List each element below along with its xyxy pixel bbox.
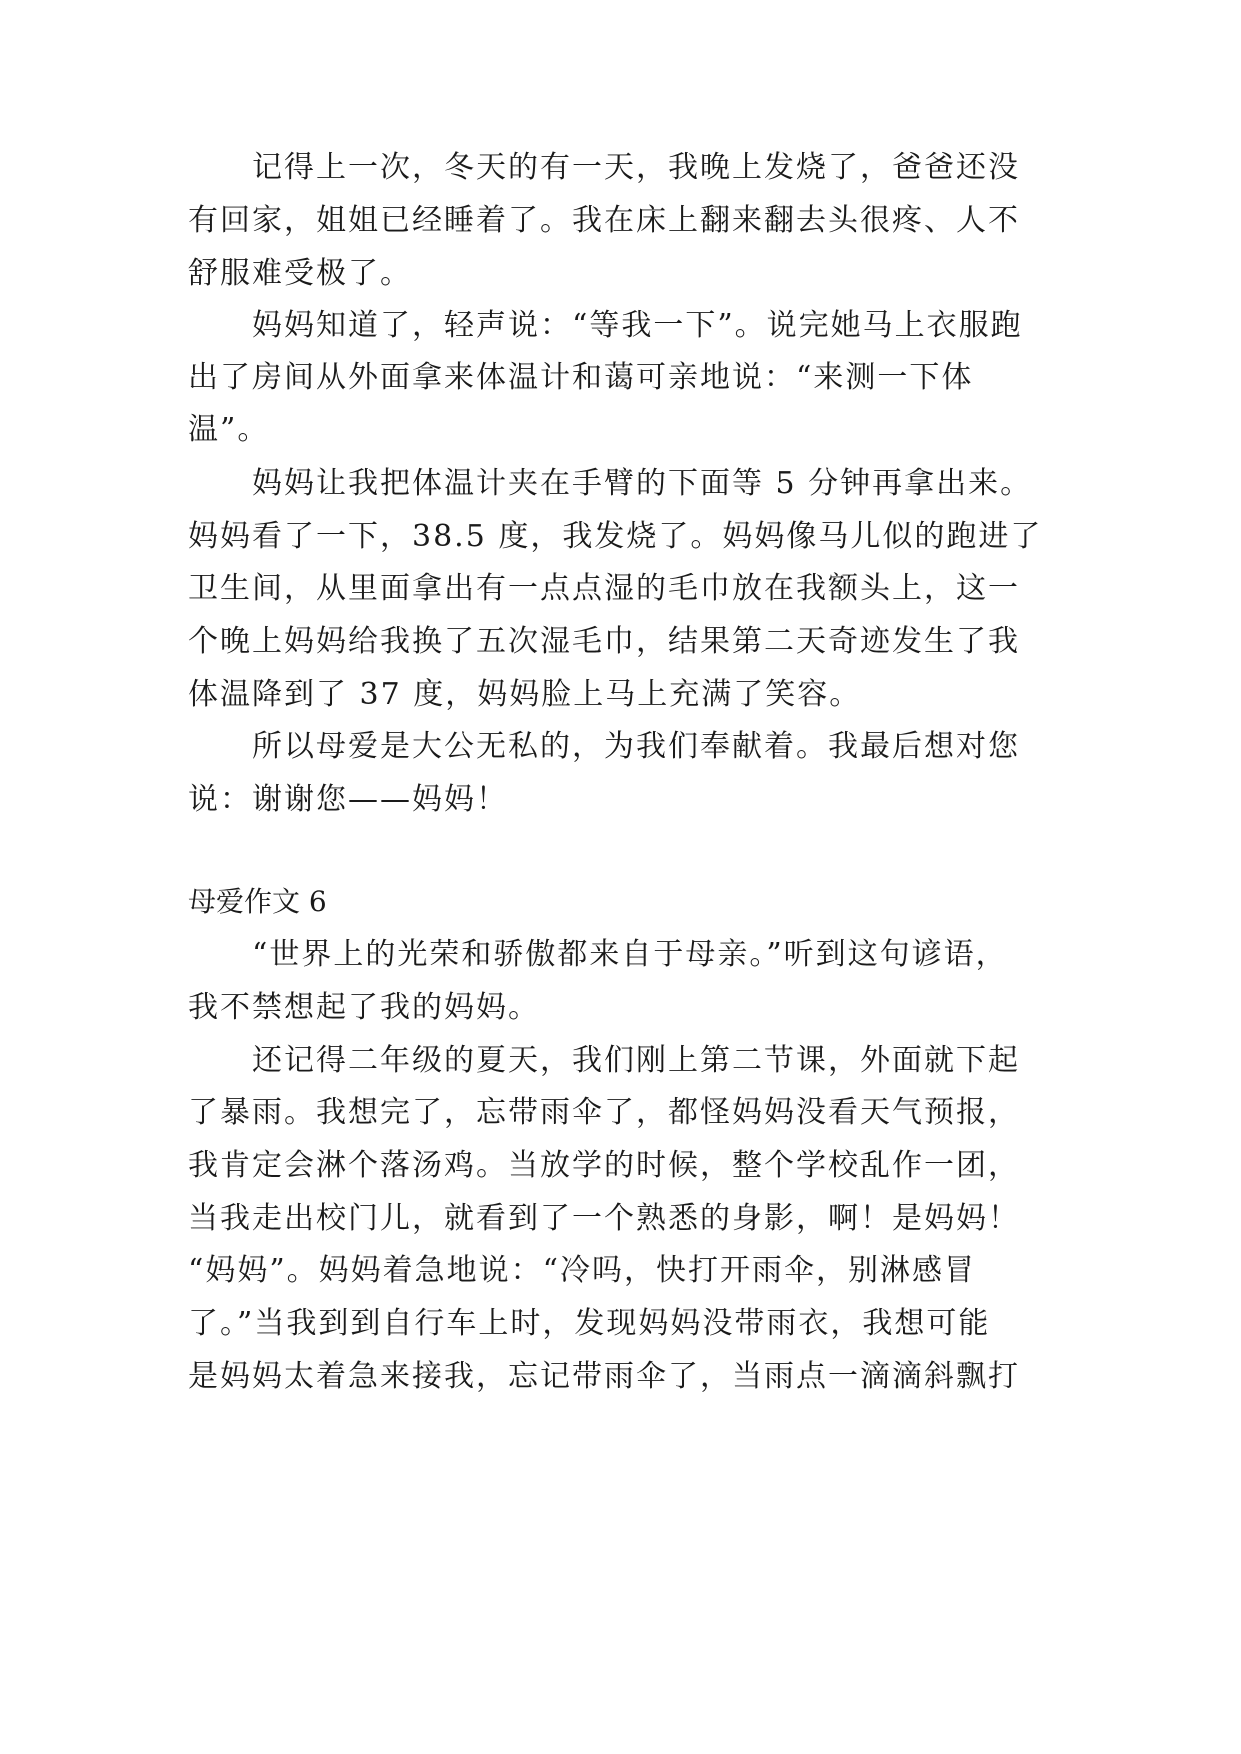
- text-line: 个晚上妈妈给我换了五次湿毛巾，结果第二天奇迹发生了我: [188, 624, 1020, 659]
- text-line: 了。”当我到到自行车上时，发现妈妈没带雨衣，我想可能: [188, 1306, 991, 1341]
- section-heading: 母爱作文 6: [188, 885, 327, 918]
- text-line: 了暴雨。我想完了，忘带雨伞了，都怪妈妈没看天气预报，: [188, 1095, 1020, 1130]
- text-line: 卫生间，从里面拿出有一点点湿的毛巾放在我额头上，这一: [188, 571, 1020, 606]
- text-line: 当我走出校门儿，就看到了一个熟悉的身影，啊！是妈妈！: [188, 1201, 1020, 1236]
- text-line: 还记得二年级的夏天，我们刚上第二节课，外面就下起: [252, 1043, 1020, 1078]
- text-line: “世界上的光荣和骄傲都来自于母亲。”听到这句谚语，: [252, 937, 1008, 972]
- text-line: 妈妈知道了，轻声说：“等我一下”。说完她马上衣服跑: [252, 308, 1023, 343]
- text-line: 妈妈让我把体温计夹在手臂的下面等 5 分钟再拿出来。: [252, 466, 1033, 501]
- text-line: 说：谢谢您——妈妈！: [188, 782, 508, 817]
- text-line: “妈妈”。妈妈着急地说：“冷吗，快打开雨伞，别淋感冒: [188, 1253, 977, 1288]
- text-line: 妈妈看了一下，38.5 度，我发烧了。妈妈像马儿似的跑进了: [188, 519, 1043, 554]
- text-line: 我肯定会淋个落汤鸡。当放学的时候，整个学校乱作一团，: [188, 1148, 1020, 1183]
- text-line: 舒服难受极了。: [188, 256, 412, 291]
- text-line: 是妈妈太着急来接我，忘记带雨伞了，当雨点一滴滴斜飘打: [188, 1359, 1020, 1394]
- text-line: 体温降到了 37 度，妈妈脸上马上充满了笑容。: [188, 677, 862, 712]
- text-line: 记得上一次，冬天的有一天，我晚上发烧了，爸爸还没: [252, 150, 1020, 185]
- text-line: 有回家，姐姐已经睡着了。我在床上翻来翻去头很疼、人不: [188, 203, 1020, 238]
- text-line: 所以母爱是大公无私的，为我们奉献着。我最后想对您: [252, 729, 1020, 764]
- text-line: 温”。: [188, 412, 270, 447]
- text-line: 出了房间从外面拿来体温计和蔼可亲地说：“来测一下体: [188, 360, 974, 395]
- text-line: 我不禁想起了我的妈妈。: [188, 990, 540, 1025]
